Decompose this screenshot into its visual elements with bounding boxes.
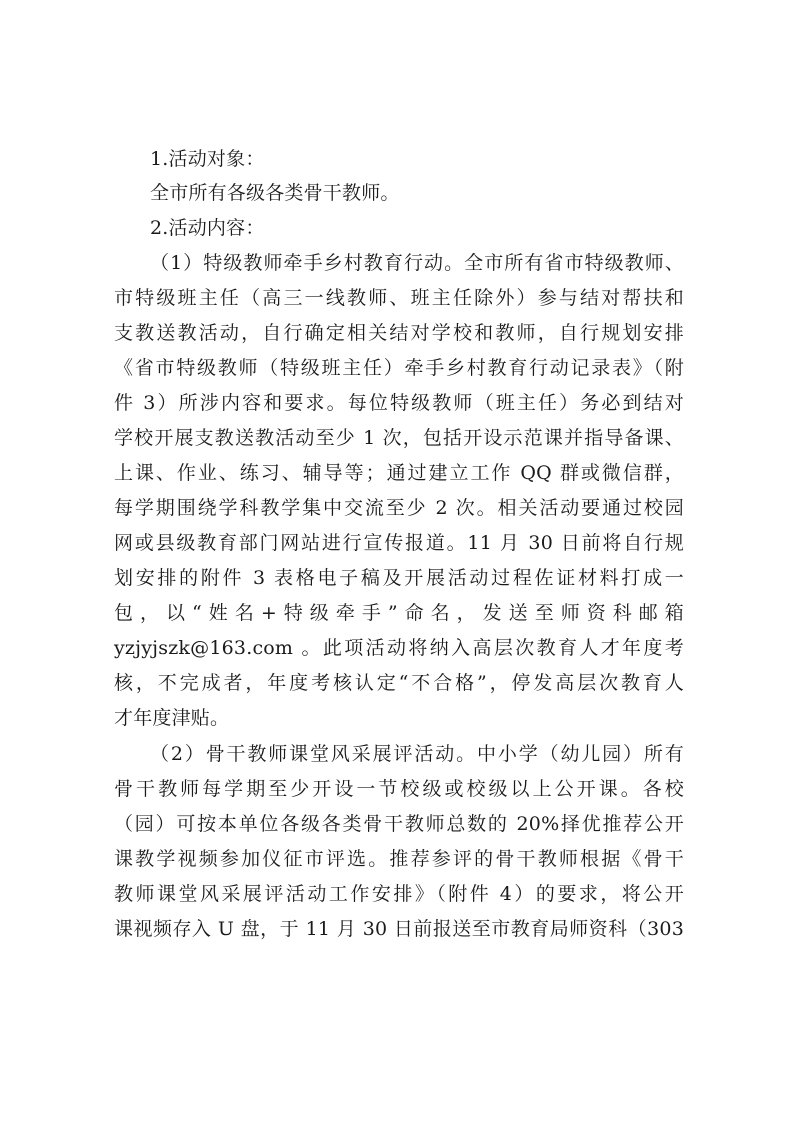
paragraph-line: 学校开展支教送教活动至少 1 次，包括开设示范课并指导备课、 [114, 427, 684, 449]
paragraph-line: 《省市特级教师（特级班主任）牵手乡村教育行动记录表》（附 [114, 357, 684, 379]
paragraph-line: 课教学视频参加仪征市评选。推荐参评的骨干教师根据《骨干 [114, 848, 684, 870]
paragraph-line: 包，以“姓名+特级牵手”命名，发送至师资科邮箱 [114, 602, 684, 624]
paragraph-line: 全市所有各级各类骨干教师。 [150, 182, 400, 204]
paragraph-line: 每学期围绕学科教学集中交流至少 2 次。相关活动要通过校园 [114, 497, 684, 519]
paragraph-line: 支教送教活动，自行确定相关结对学校和教师，自行规划安排 [114, 322, 684, 344]
paragraph-line: 课视频存入 U 盘，于 11 月 30 日前报送至市教育局师资科（303 [114, 918, 684, 940]
section-heading-target: 1.活动对象： [150, 148, 265, 170]
email-line: yzjyjszk@163.com 。此项活动将纳入高层次教育人才年度考 [114, 637, 684, 659]
paragraph-line: 上课、作业、练习、辅导等；通过建立工作 QQ 群或微信群， [114, 462, 684, 484]
paragraph-line: （园）可按本单位各级各类骨干教师总数的 20%择优推荐公开 [114, 813, 684, 835]
paragraph-line: 核，不完成者，年度考核认定“不合格”，停发高层次教育人 [114, 672, 684, 694]
paragraph-line: （1）特级教师牵手乡村教育行动。全市所有省市特级教师、 [150, 252, 684, 274]
paragraph-line: 才年度津贴。 [114, 707, 230, 729]
section-heading-content: 2.活动内容： [150, 217, 265, 239]
paragraph-line: 教师课堂风采展评活动工作安排》（附件 4）的要求，将公开 [114, 883, 684, 905]
paragraph-line: 网或县级教育部门网站进行宣传报道。11 月 30 日前将自行规 [114, 532, 684, 554]
paragraph-line: 骨干教师每学期至少开设一节校级或校级以上公开课。各校 [114, 778, 684, 800]
paragraph-line: （2）骨干教师课堂风采展评活动。中小学（幼儿园）所有 [150, 743, 684, 765]
paragraph-line: 划安排的附件 3 表格电子稿及开展活动过程佐证材料打成一 [114, 567, 684, 589]
paragraph-line: 件 3）所涉内容和要求。每位特级教师（班主任）务必到结对 [114, 392, 684, 414]
paragraph-line: 市特级班主任（高三一线教师、班主任除外）参与结对帮扶和 [114, 287, 684, 309]
